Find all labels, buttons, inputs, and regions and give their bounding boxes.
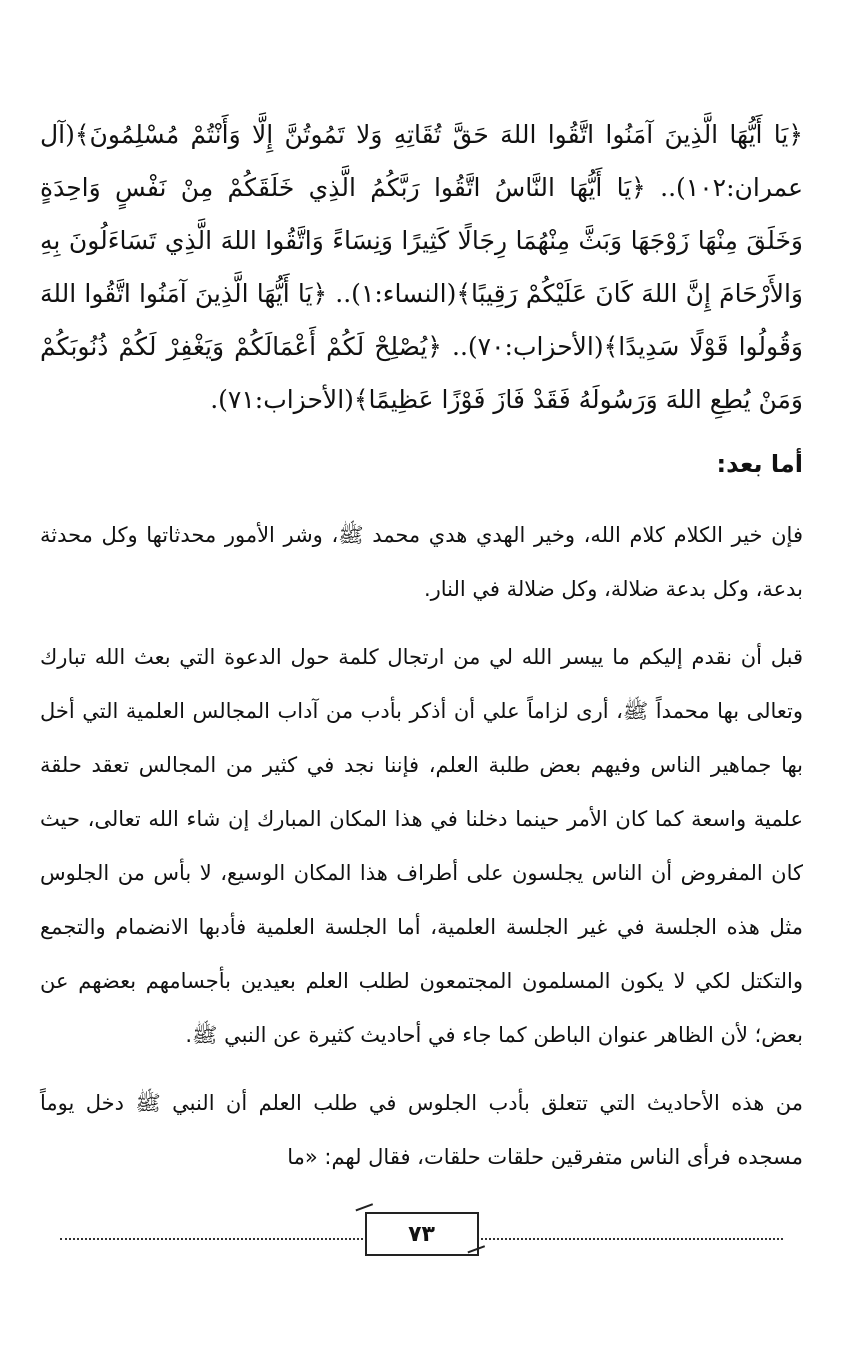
page-body	[40, 108, 803, 1198]
quran-verses: ﴿يَا أَيُّهَا الَّذِينَ آمَنُوا اتَّقُوا اللهَ حَقَّ تُقَاتِهِ وَلا تَمُوتُنَّ إِلَّا وَأَنْتُمْ مُسْلِمُونَ﴾(آل عمران:١٠٢).. ﴿يَا أَيُّهَا النَّاسُ اتَّقُوا رَبَّكُمُ الَّذِي خَلَقَكُمْ مِنْ نَفْسٍ وَاحِدَةٍ وَخَلَقَ مِنْهَا زَوْجَهَا وَبَثَّ مِنْهُمَا رِجَالًا كَثِيرًا وَنِسَاءً وَاتَّقُوا اللهَ الَّذِي تَسَاءَلُونَ بِهِ وَالأَرْحَامَ إِنَّ اللهَ كَانَ عَلَيْكُمْ رَقِيبًا﴾(النساء:١).. ﴿يَا أَيُّهَا الَّذِينَ آمَنُوا اتَّقُوا اللهَ وَقُولُوا قَوْلًا سَدِيدًا﴾(الأحزاب:٧٠).. ﴿يُصْلِحْ لَكُمْ أَعْمَالَكُمْ وَيَغْفِرْ لَكُمْ ذُنُوبَكُمْ وَمَنْ يُطِعِ اللهَ وَرَسُولَهُ فَقَدْ فَازَ فَوْزًا عَظِيمًا﴾(الأحزاب:٧١).	[40, 120, 804, 414]
paragraph-2	[40, 630, 803, 1062]
page-number-frame	[365, 1212, 479, 1256]
ornament-icon	[467, 1245, 488, 1262]
paragraph-text: قبل أن نقدم إليكم ما ييسر الله لي من ارتجال كلمة حول الدعوة التي بعث الله تبارك وتعالى بها محمداً ﷺ، أرى لزاماً علي أن أذكر بأدب من آداب المجالس العلمية التي أخل بها جماهير الناس وفيهم بعض طلبة العلم، فإننا نجد في كثير من المجالس تعقد حلقة علمية واسعة كما كان الأمر حينما دخلنا في هذا المكان المبارك إن شاء الله تعالى، حيث كان المفروض أن الناس يجلسون على أطراف هذا المكان الوسيع، لا بأس من الجلوس مثل هذه الجلسة في غير الجلسة العلمية، أما الجلسة العلمية فأدبها الانضمام والتجمع والتكتل لكي لا يكون المسلمون المجتمعون لطلب العلم بعيدين بأجسامهم بعضهم عن بعض؛ لأن الظاهر عنوان الباطن كما جاء في أحاديث كثيرة عن النبي ﷺ.	[40, 645, 803, 1047]
paragraph-1	[40, 508, 803, 616]
paragraph-text: فإن خير الكلام كلام الله، وخير الهدي هدي محمد ﷺ، وشر الأمور محدثاتها وكل محدثة بدعة، وكل بدعة ضلالة، وكل ضلالة في النار.	[40, 523, 803, 601]
page-footer	[60, 1208, 783, 1258]
ornament-icon	[355, 1203, 376, 1220]
page-number: ٧٣	[408, 1221, 435, 1247]
section-heading: أما بعد:	[716, 450, 803, 478]
paragraph-3	[40, 1076, 803, 1184]
paragraph-text: من هذه الأحاديث التي تتعلق بأدب الجلوس في طلب العلم أن النبي ﷺ دخل يوماً مسجده فرأى الناس متفرقين حلقات حلقات، فقال لهم: «ما	[40, 1091, 803, 1169]
